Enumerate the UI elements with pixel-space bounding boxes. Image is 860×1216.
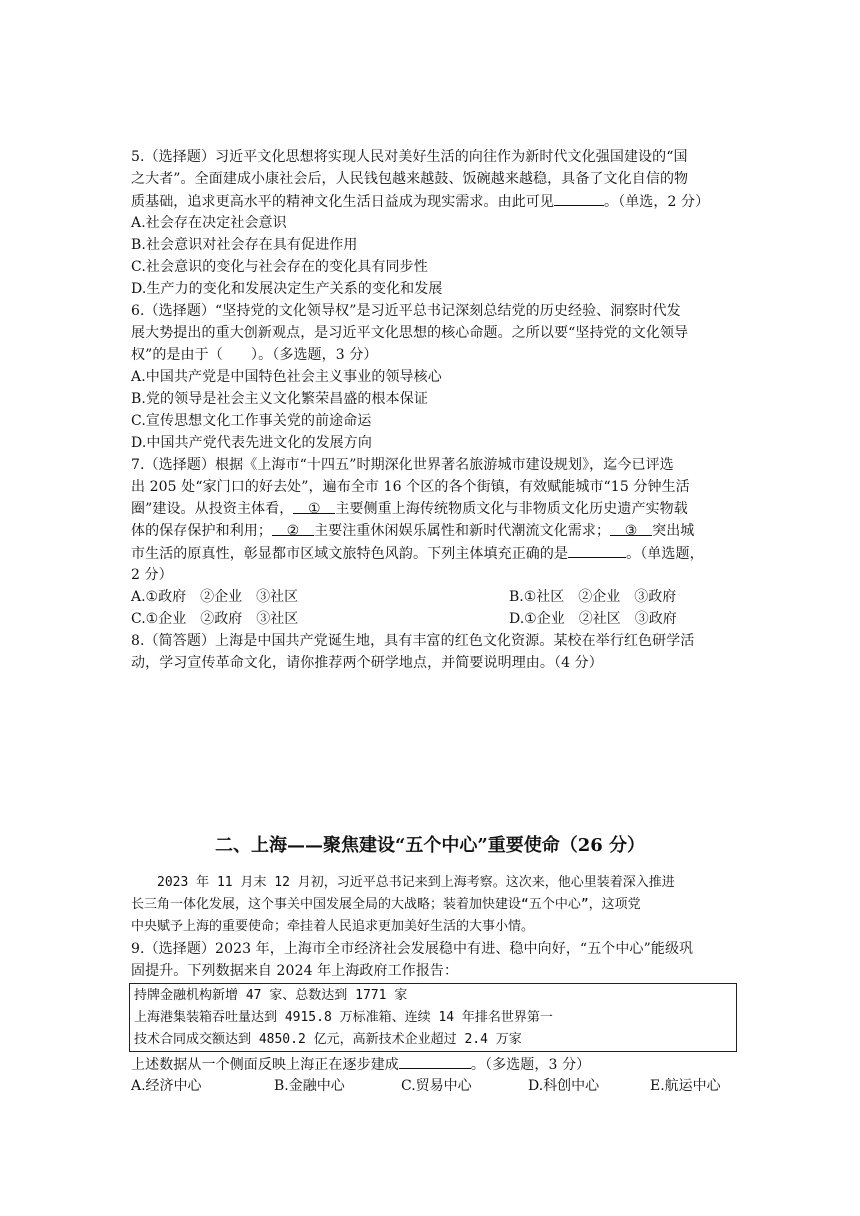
q9-option-e[interactable]: E.航运中心 xyxy=(650,1078,721,1094)
q6-option-a[interactable]: A.中国共产党是中国特色社会主义事业的领导核心 xyxy=(131,369,442,385)
q6-stem-line-2: 展大势提出的重大创新观点，是习近平文化思想的核心命题。之所以要“坚持党的文化领导 xyxy=(131,325,689,341)
q7-option-d[interactable]: D.①企业 ②社区 ③政府 xyxy=(509,611,677,627)
q7-answer-blank[interactable] xyxy=(568,542,626,558)
q6-stem-line-3: 权”的是由于（ ）。（多选题，3 分） xyxy=(131,347,378,363)
q6-option-d[interactable]: D.中国共产党代表先进文化的发展方向 xyxy=(131,435,372,451)
q7-blank-1[interactable]: ① xyxy=(293,498,335,514)
section-2-intro-line-2: 长三角一体化发展，这个事关中国发展全局的大战略；装着加快建设“五个中心”，这项党 xyxy=(131,897,641,912)
q9-option-d[interactable]: D.科创中心 xyxy=(528,1078,600,1094)
q7-stem-line-4: 体的保存保护和利用； ② 主要注重休闲娱乐属性和新时代潮流文化需求； ③ 突出城 xyxy=(131,520,731,542)
q7-stem-line-5: 市生活的原真性，彰显都市区域文旅特色风韵。下列主体填充正确的是 。（单选题， xyxy=(131,542,731,565)
q9-stem-line-1: 9.（选择题）2023 年，上海市全市经济社会发展稳中有进、稳中向好，“五个中心”能级巩 xyxy=(131,941,694,957)
q6-option-b[interactable]: B.党的领导是社会主义文化繁荣昌盛的根本保证 xyxy=(131,391,428,407)
q7-option-b[interactable]: B.①社区 ②企业 ③政府 xyxy=(509,589,677,605)
q7-blank-3[interactable]: ③ xyxy=(610,520,652,536)
q9-option-a[interactable]: A.经济中心 xyxy=(131,1078,202,1094)
q5-option-a[interactable]: A.社会存在决定社会意识 xyxy=(131,215,287,231)
q5-stem-line-2: 之大者”。全面建成小康社会后，人民钱包越来越鼓、饭碗越来越稳，具备了文化自信的物 xyxy=(131,171,689,187)
q6-option-c[interactable]: C.宣传思想文化工作事关党的前途命运 xyxy=(131,413,372,429)
q7-stem-line-1: 7.（选择题）根据《上海市“十四五”时期深化世界著名旅游城市建设规划》，迄今已评选 xyxy=(131,457,674,473)
q9-data-line-1: 持牌金融机构新增 47 家、总数达到 1771 家 xyxy=(134,988,408,1003)
q7-stem-line-3: 圈”建设。从投资主体看， ① 主要侧重上海传统物质文化与非物质文化历史遗产实物载 xyxy=(131,498,731,520)
section-2-intro-line-3: 中央赋予上海的重要使命；牵挂着人民追求更加美好生活的大事小情。 xyxy=(131,919,535,934)
section-2-title: 二、上海——聚焦建设“五个中心”重要使命（26 分） xyxy=(214,835,646,856)
q9-stem-line-3: 上述数据从一个侧面反映上海正在逐步建成 。（多选题，3 分） xyxy=(131,1053,731,1076)
q5-stem-line-3: 质基础，追求更高水平的精神文化生活日益成为现实需求。由此可见 。（单选，2 分） xyxy=(131,190,731,213)
q7-stem-line-6: 2 分） xyxy=(131,567,173,583)
q9-data-line-3: 技术合同成交额达到 4850.2 亿元，高新技术企业超过 2.4 万家 xyxy=(134,1032,522,1047)
q9-option-c[interactable]: C.贸易中心 xyxy=(401,1078,472,1094)
q9-stem-line-2: 固提升。下列数据来自 2024 年上海政府工作报告： xyxy=(131,963,459,979)
q9-data-line-2: 上海港集装箱吞吐量达到 4915.8 万标准箱、连续 14 年排名世界第一 xyxy=(134,1010,553,1025)
q8-stem-line-2: 动，学习宣传革命文化，请你推荐两个研学地点，并简要说明理由。（4 分） xyxy=(131,655,603,671)
q7-stem-line-2: 出 205 处“家门口的好去处”，遍布全市 16 个区的各个街镇，有效赋能城市“15 分钟生活 xyxy=(131,479,690,495)
q5-stem-line-1: 5.（选择题）习近平文化思想将实现人民对美好生活的向往作为新时代文化强国建设的“国 xyxy=(131,149,688,165)
q9-option-b[interactable]: B.金融中心 xyxy=(274,1078,345,1094)
q5-answer-blank[interactable] xyxy=(554,190,604,206)
q7-option-c[interactable]: C.①企业 ②政府 ③社区 xyxy=(131,611,299,627)
section-2-intro-line-1: 2023 年 11 月末 12 月初，习近平总书记来到上海考察。这次来，他心里装着深入推进 xyxy=(131,875,675,890)
q8-stem-line-1: 8.（简答题）上海是中国共产党诞生地，具有丰富的红色文化资源。某校在举行红色研学活 xyxy=(131,633,695,649)
q5-option-c[interactable]: C.社会意识的变化与社会存在的变化具有同步性 xyxy=(131,259,428,275)
q5-option-b[interactable]: B.社会意识对社会存在具有促进作用 xyxy=(131,237,358,253)
q9-answer-blank[interactable] xyxy=(399,1053,471,1069)
q9-data-box xyxy=(129,983,737,1052)
q5-option-d[interactable]: D.生产力的变化和发展决定生产关系的变化和发展 xyxy=(131,281,443,297)
q7-blank-2[interactable]: ② xyxy=(272,520,314,536)
q7-option-a[interactable]: A.①政府 ②企业 ③社区 xyxy=(131,589,299,605)
q6-stem-line-1: 6.（选择题）“坚持党的文化领导权”是习近平总书记深刻总结党的历史经验、洞察时代发 xyxy=(131,303,681,319)
